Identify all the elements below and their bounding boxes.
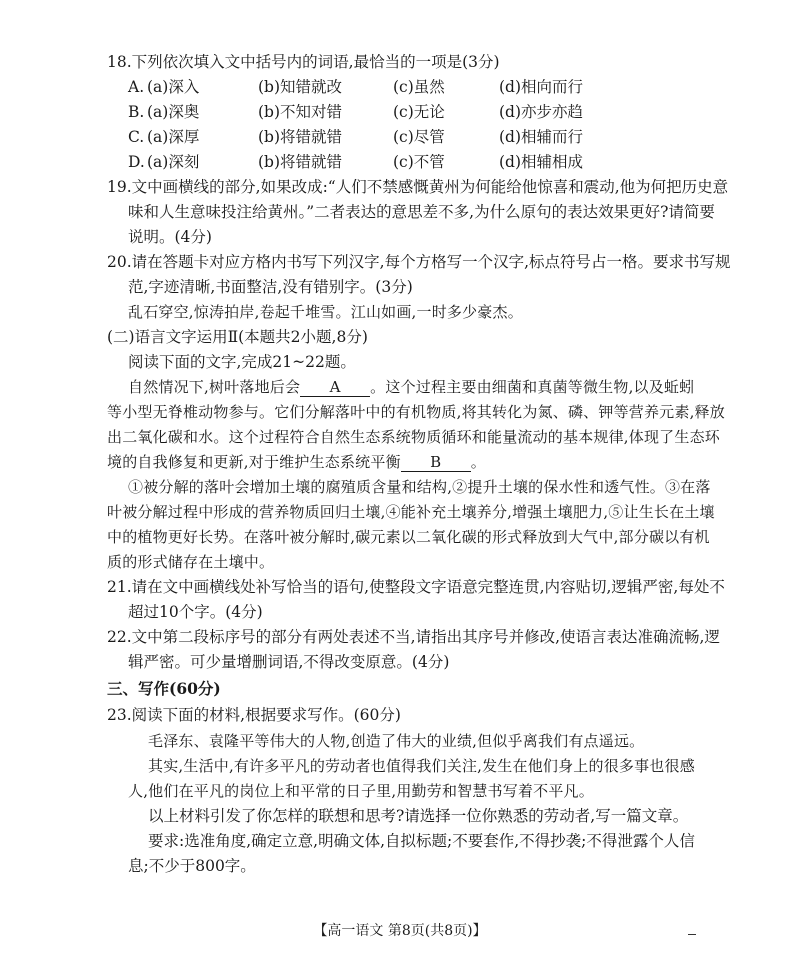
q18-stem: 18.下列依次填入文中括号内的词语,最恰当的一项是(3分) xyxy=(107,53,500,71)
writing-prompt: 以上材料引发了你怎样的联想和思考?请选择一位你熟悉的劳动者,写一篇文章。 xyxy=(148,807,689,825)
corner-mark xyxy=(688,934,696,935)
question-23-stem: 23.阅读下面的材料,根据要求写作。(60分) xyxy=(107,706,401,724)
page-footer: 【高一语文 第8页(共8页)】 xyxy=(313,923,487,939)
q20-poem: 乱石穿空,惊涛拍岸,卷起千堆雪。江山如画,一时多少豪杰。 xyxy=(128,303,523,321)
blank-b: B xyxy=(401,453,471,472)
section-2-heading: (二)语言文字运用Ⅱ(本题共2小题,8分) xyxy=(107,328,368,346)
exam-page: 18.下列依次填入文中括号内的词语,最恰当的一项是(3分) A. (a)深入 (b)知错就改 (c)虽然 (d)相向而行 B. (a)深奥 (b)不知对错 (c)无论 (d)亦步亦趋 C. (a)深厚 (b)将错就错 (c)尽管 (d)相辅而行 D. (a)深刻 (b)将错就错 (c)不管 (d)相辅相成 19.文中画横线的部分,如果改成:“人们不禁感慨黄州为何能给他惊喜和震动,他为何把历史意 味和人生意味投注给黄州。”二者表达的意思差不多,为什么原句的表达效果更好?请简要 说明。(4分) 20.请在答题卡对应方格内书写下列汉字,每个方格写一个汉字,标点符号占一格。要求书写规 范,字迹清晰,书面整洁,没有错别字。(3分) 乱石穿空,惊涛拍岸,卷起千堆雪。江山如画,一时多少豪杰。 (二)语言文字运用Ⅱ(本题共2小题,8分) 阅读下面的文字,完成21~22题。 自然情况下,树叶落地后会 A 。这个过程主要由细菌和真菌等微生物,以及蚯蚓 等小型无脊椎动物参与。它们分解落叶中的有机物质,将其转化为氮、磷、钾等营养元素,释放 出二氧化碳和水。这个过程符合自然生态系统物质循环和能量流动的基本规律,体现了生态环 境的自我修复和更新,对于维护生态系统平衡 B 。 ①被分解的落叶会增加土壤的腐殖质含量和结构,②提升土壤的保水性和透气性。③在落 叶被分解过程中形成的营养物质回归土壤,④能补充土壤养分,增强土壤肥力,⑤让生长在土壤 中的植物更好长势。在落叶被分解时,碳元素以二氧化碳的形式释放到大气中,部分碳以有机 质的形式储存在土壤中。 21.请在文中画横线处补写恰当的语句,使整段文字语意完整连贯,内容贴切,逻辑严密,每处不 超过10个字。(4分) 22.文中第二段标序号的部分有两处表述不当,请指出其序号并修改,使语言表达准确流畅,逻 辑严密。可少量增删词语,不得改变原意。(4分) 三、写作(60分) 23.阅读下面的材料,根据要求写作。(60分) 毛泽东、袁隆平等伟大的人物,创造了伟大的业绩,但似乎离我们有点遥远。 其实,生活中,有许多平凡的劳动者也值得我们关注,发生在他们身上的很多事也很感 人,他们在平凡的岗位上和平常的日子里,用勤劳和智慧书写着不平凡。 以上材料引发了你怎样的联想和思考?请选择一位你熟悉的劳动者,写一篇文章。 要求:选准角度,确定立意,明确文体,自拟标题;不要套作,不得抄袭;不得泄露个人信 息;不少于800字。 【高一语文 第8页(共8页)】 xyxy=(0,0,800,957)
section-2-intro: 阅读下面的文字,完成21~22题。 xyxy=(128,353,356,371)
blank-a: A xyxy=(300,378,370,397)
section-3-heading: 三、写作(60分) xyxy=(107,679,221,698)
